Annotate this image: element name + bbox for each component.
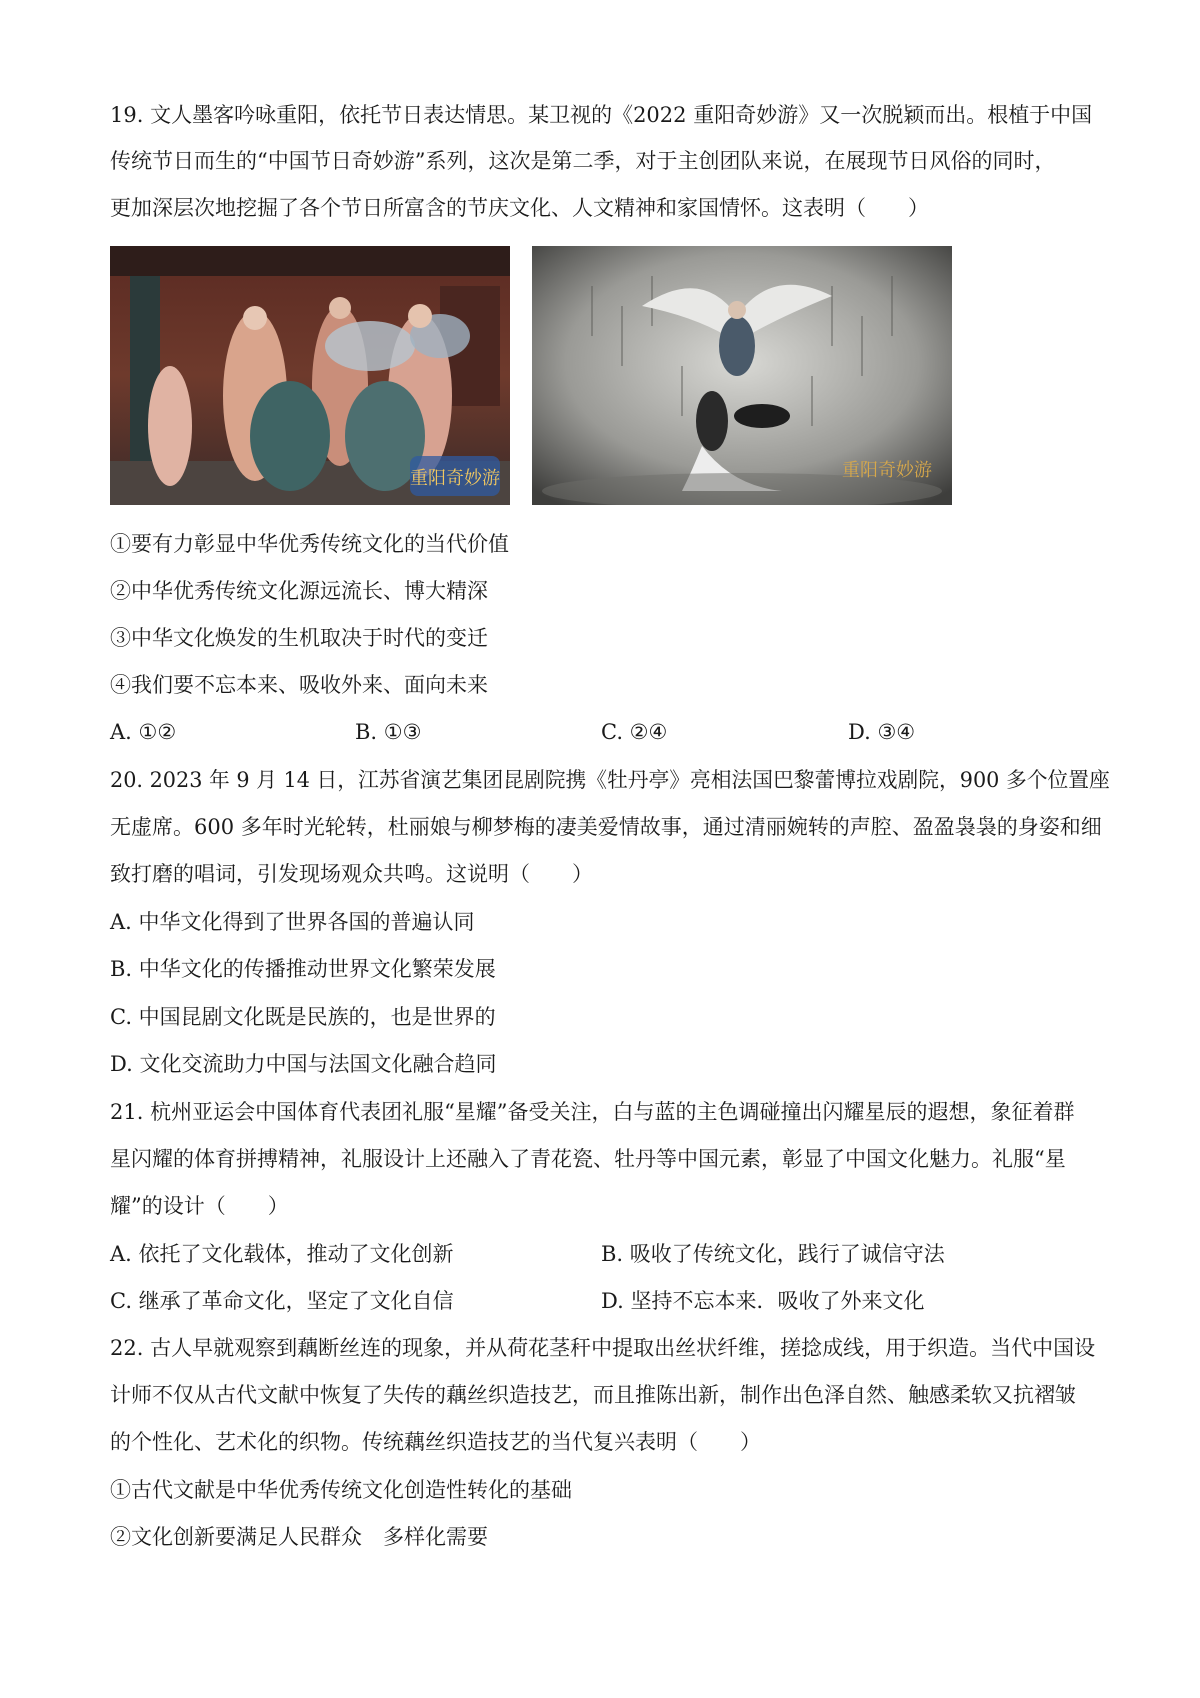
q22-statement: ②文化创新要满足人民群众 多样化需要 [110,1525,488,1549]
q19-statement: ②中华优秀传统文化源远流长、博大精深 [110,579,488,603]
q19-option-d[interactable]: D. ③④ [848,720,916,744]
q21-option-c[interactable]: C. 继承了革命文化，坚定了文化自信 [110,1289,454,1313]
q21-option-d[interactable]: D. 坚持不忘本来．吸收了外来文化 [601,1289,925,1313]
q20-option-b[interactable]: B. 中华文化的传播推动世界文化繁荣发展 [110,957,496,981]
q21-option-a[interactable]: A. 依托了文化载体，推动了文化创新 [110,1242,454,1266]
q19-option-c[interactable]: C. ②④ [601,720,668,744]
q19-stem-line: 19. 文人墨客吟咏重阳，依托节日表达情思。某卫视的《2022 重阳奇妙游》又一次脱颖而出。根植于中国 [110,103,1093,127]
q22-statement: ①古代文献是中华优秀传统文化创造性转化的基础 [110,1478,572,1502]
q20-option-a[interactable]: A. 中华文化得到了世界各国的普遍认同 [110,910,475,934]
q20-option-d[interactable]: D. 文化交流助力中国与法国文化融合趋同 [110,1052,497,1076]
q20-stem-line: 致打磨的唱词，引发现场观众共鸣。这说明（ ） [110,862,593,886]
dance-photo-right [532,246,952,505]
q19-statement: ④我们要不忘本来、吸收外来、面向未来 [110,673,488,697]
q21-stem-line: 21. 杭州亚运会中国体育代表团礼服“星耀”备受关注，白与蓝的主色调碰撞出闪耀星辰的遐想，象征着群 [110,1100,1075,1124]
q21-stem-line: 星闪耀的体育拼搏精神，礼服设计上还融入了青花瓷、牡丹等中国元素，彰显了中国文化魅力。礼服“星 [110,1147,1066,1171]
q22-stem-line: 22. 古人早就观察到藕断丝连的现象，并从荷花茎秆中提取出丝状纤维，搓捻成线，用于织造。当代中国设 [110,1336,1096,1360]
q20-option-c[interactable]: C. 中国昆剧文化既是民族的，也是世界的 [110,1005,496,1029]
q19-statement: ①要有力彰显中华优秀传统文化的当代价值 [110,532,509,556]
q22-stem-line: 的个性化、艺术化的织物。传统藕丝织造技艺的当代复兴表明（ ） [110,1430,761,1454]
q19-option-b[interactable]: B. ①③ [355,720,422,744]
dance-photo-left [110,246,510,505]
q21-stem-line: 耀”的设计（ ） [110,1194,289,1218]
q20-stem-line: 无虚席。600 多年时光轮转，杜丽娘与柳梦梅的凄美爱情故事，通过清丽婉转的声腔、盈盈袅袅的身姿和细 [110,815,1102,839]
left-photo-logo: 重阳奇妙游 [410,468,500,489]
q19-statement: ③中华文化焕发的生机取决于时代的变迁 [110,626,488,650]
q19-stem-line: 传统节日而生的“中国节日奇妙游”系列，这次是第二季，对于主创团队来说，在展现节日风俗的同时， [110,149,1056,173]
q19-option-a[interactable]: A. ①② [110,720,177,744]
q21-option-b[interactable]: B. 吸收了传统文化，践行了诚信守法 [601,1242,945,1266]
q20-stem-line: 20. 2023 年 9 月 14 日，江苏省演艺集团昆剧院携《牡丹亭》亮相法国巴黎蕾博拉戏剧院，900 多个位置座 [110,768,1110,792]
q19-stem-line: 更加深层次地挖掘了各个节日所富含的节庆文化、人文精神和家国情怀。这表明（ ） [110,196,929,220]
right-photo-logo: 重阳奇妙游 [842,460,932,481]
q22-stem-line: 计师不仅从古代文献中恢复了失传的藕丝织造技艺，而且推陈出新，制作出色泽自然、触感柔软又抗褶皱 [110,1383,1076,1407]
